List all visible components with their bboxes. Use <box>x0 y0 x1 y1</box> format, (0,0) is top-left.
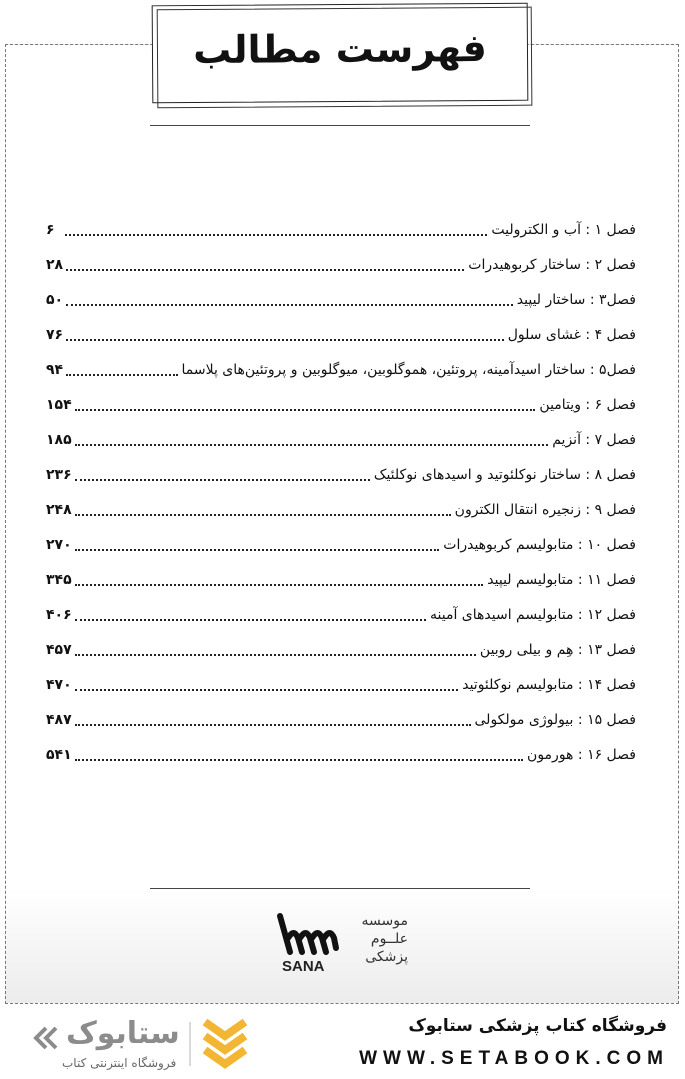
toc-entry-page: ۴۰۶ <box>46 607 72 623</box>
toc-entry-page: ۳۴۵ <box>46 572 72 588</box>
toc-entry[interactable] <box>46 276 636 311</box>
toc-entry-page: ۱۸۵ <box>46 432 72 448</box>
toc-entry-label: فصل ۱۴ : متابولیسم نوکلئوتید <box>462 677 636 693</box>
toc-entry-label: فصل ۱۲ : متابولیسم اسیدهای آمینه <box>429 607 636 623</box>
toc-entry[interactable] <box>46 591 636 626</box>
toc-entry[interactable] <box>46 731 636 766</box>
toc-entry-page: ۲۴۸ <box>46 502 72 518</box>
toc-entry-page: ۵۰ <box>46 292 64 308</box>
toc-leader-dots <box>75 514 451 516</box>
toc-entry-page: ۲۸ <box>46 257 64 273</box>
shop-url-link[interactable]: WWW.SETABOOK.COM <box>359 1048 669 1069</box>
toc-leader-dots <box>75 479 370 481</box>
toc-leader-dots <box>75 759 523 761</box>
toc-entry[interactable] <box>46 451 636 486</box>
toc-entry-label: فصل ۱۶ : هورمون <box>527 747 636 763</box>
logo-text <box>338 912 408 966</box>
toc-entry[interactable] <box>46 206 636 241</box>
toc-leader-dots <box>75 654 476 656</box>
bottom-divider <box>150 888 530 889</box>
toc-entry-page: ۲۳۶ <box>46 467 72 483</box>
toc-entry-label: فصل ۲ : ساختار کربوهیدرات <box>468 257 636 273</box>
toc-entry-page: ۴۷۰ <box>46 677 72 693</box>
toc-leader-dots <box>75 409 536 411</box>
logo-line-2: علــوم <box>370 931 408 947</box>
top-divider <box>150 125 530 126</box>
toc-entry[interactable] <box>46 486 636 521</box>
toc-leader-dots <box>75 444 549 446</box>
toc-entry[interactable] <box>46 626 636 661</box>
toc-entry-label: فصل ۸ : ساختار نوکلئوتید و اسیدهای نوکلئیک <box>373 467 636 483</box>
toc-entry-label: فصل۵ : ساختار اسیدآمینه، پروتئین، هموگلوبین، میوگلوبین و پروتئین‌های پلاسما <box>181 362 636 378</box>
toc-entry-label: فصل ۱۰ : متابولیسم کربوهیدرات <box>443 537 636 553</box>
toc-leader-dots <box>65 234 487 236</box>
toc-entry[interactable] <box>46 241 636 276</box>
toc-entry-label: فصل ۱ : آب و الکترولیت <box>491 222 636 238</box>
toc-leader-dots <box>75 549 440 551</box>
shop-title: فروشگاه کتاب پزشکی ستابوک <box>408 1016 667 1036</box>
toc-entry-label: فصل ۴ : غشای سلول <box>507 327 636 343</box>
toc-entry-label: فصل ۱۱ : متابولیسم لیپید <box>487 572 636 588</box>
toc-entry[interactable] <box>46 661 636 696</box>
toc-entry[interactable] <box>46 381 636 416</box>
toc-leader-dots <box>75 724 471 726</box>
toc-entry-label: فصل ۷ : آنزیم <box>552 432 636 448</box>
brand-subtitle: فروشگاه اینترنتی کتاب <box>62 1056 177 1070</box>
toc-entry-page: ۴۸۷ <box>46 712 72 728</box>
toc-entry-label: فصل ۱۳ : هِم و بیلی روبین <box>479 642 636 658</box>
toc-entry[interactable] <box>46 311 636 346</box>
logo-line-1: موسسه <box>361 913 408 929</box>
toc-leader-dots <box>75 619 426 621</box>
title-box <box>152 3 529 104</box>
brand-name: ستابوک <box>66 1016 180 1051</box>
toc-leader-dots <box>75 689 459 691</box>
toc-entry[interactable] <box>46 346 636 381</box>
toc-entry[interactable] <box>46 416 636 451</box>
toc-leader-dots <box>75 584 484 586</box>
toc-entry[interactable] <box>46 521 636 556</box>
toc-leader-dots <box>66 339 504 341</box>
toc-entry[interactable] <box>46 696 636 731</box>
toc-entry-label: فصل ۹ : زنجیره انتقال الکترون <box>454 502 636 518</box>
toc-entry-page: ۱۵۴ <box>46 397 72 413</box>
toc-entry-page: ۲۷۰ <box>46 537 72 553</box>
toc-leader-dots <box>66 374 177 376</box>
toc-entry-page: ۷۶ <box>46 327 64 343</box>
logo-name: SANA <box>282 958 325 975</box>
footer-banner <box>0 1004 685 1079</box>
toc-entry-label: فصل۳ : ساختار لیپید <box>516 292 636 308</box>
page-title: فهرست مطالب <box>192 25 487 73</box>
toc-entry-label: فصل ۱۵ : بیولوژی مولکولی <box>474 712 636 728</box>
toc-entry-label: فصل ۶ : ویتامین <box>539 397 636 413</box>
toc-leader-dots <box>66 304 513 306</box>
logo-line-3: پزشکی <box>365 949 408 965</box>
table-of-contents <box>46 206 636 766</box>
toc-entry-page: ۵۴۱ <box>46 747 72 763</box>
toc-entry[interactable] <box>46 556 636 591</box>
toc-entry-page: ۴۵۷ <box>46 642 72 658</box>
toc-entry-page: ۹۴ <box>46 362 64 378</box>
toc-entry-page: ۶ <box>46 222 55 238</box>
toc-leader-dots <box>66 269 464 271</box>
